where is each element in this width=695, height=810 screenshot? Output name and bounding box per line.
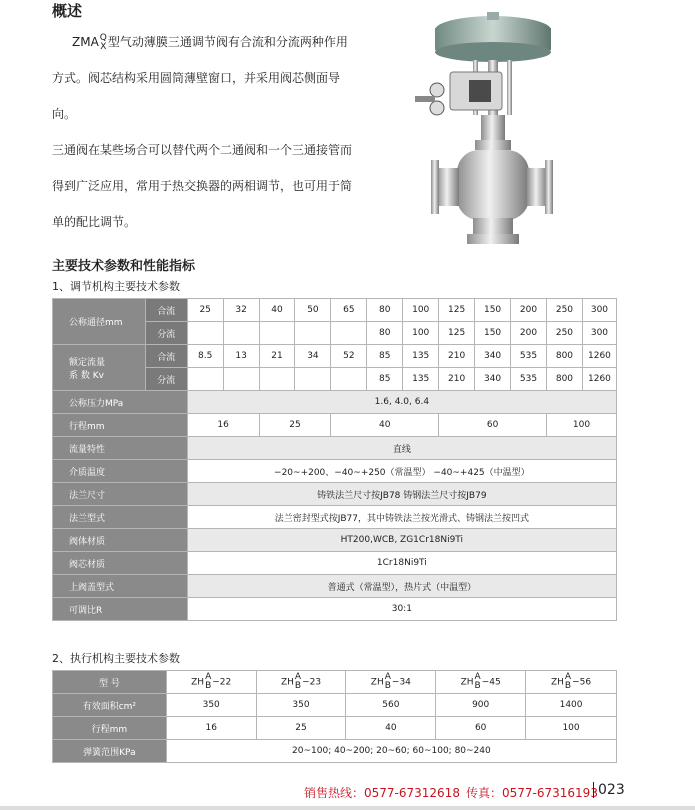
cell: 350: [256, 694, 346, 717]
cell: 铸铁法兰尺寸按JB78 铸钢法兰尺寸按JB79: [187, 483, 616, 506]
table-row: [53, 345, 617, 368]
cell: 560: [346, 694, 436, 717]
row-label: 型 号: [53, 671, 167, 694]
sub-label: 合流: [145, 345, 187, 368]
table1-title: 1、调节机构主要技术参数: [52, 280, 180, 293]
cell: 法兰密封型式按JB77，其中铸铁法兰按光滑式、铸钢法兰按凹式: [187, 506, 616, 529]
cell: 210: [439, 368, 475, 391]
table-row: [53, 414, 617, 437]
cell: [295, 322, 331, 345]
cell: 20~100; 40~200; 20~60; 60~100; 80~240: [166, 740, 616, 763]
cell: 直线: [187, 437, 616, 460]
cell: 16: [166, 717, 256, 740]
cell: 普通式（常温型），热片式（中温型）: [187, 575, 616, 598]
cell: [295, 368, 331, 391]
intro-line-5: 单的配比调节。: [52, 215, 137, 229]
cell: 40: [331, 414, 439, 437]
cell: 300: [582, 299, 616, 322]
intro-line-4: 得到广泛应用，常用于热交换器的两相调节，也可用于简: [52, 179, 353, 193]
row-label: 法兰尺寸: [53, 483, 188, 506]
cell: [223, 368, 259, 391]
table-row: [53, 552, 617, 575]
model-cell: ZHA B−22: [166, 671, 256, 694]
row-label: 额定流量 系 数 Kv: [53, 345, 146, 391]
valve-product-image: [395, 0, 555, 255]
intro-line-3: 三通阀在某些场合可以替代两个二通阀和一个三通接管而: [52, 143, 353, 157]
cell: −20~+200、−40~+250（常温型） −40~+425（中温型）: [187, 460, 616, 483]
cell: [259, 322, 295, 345]
table-row: [53, 460, 617, 483]
cell: 1.6, 4.0, 6.4: [187, 391, 616, 414]
row-label: 上阀盖型式: [53, 575, 188, 598]
cell: 800: [546, 345, 582, 368]
cell: 16: [187, 414, 259, 437]
table-row: [53, 506, 617, 529]
table-row: [53, 391, 617, 414]
page-heading: 概述: [52, 2, 83, 20]
row-label: 流量特性: [53, 437, 188, 460]
cell: 210: [439, 345, 475, 368]
table-row: [53, 529, 617, 552]
row-label: 有效面积cm²: [53, 694, 167, 717]
sub-label: 分流: [145, 322, 187, 345]
cell: 135: [403, 345, 439, 368]
cell: 40: [346, 717, 436, 740]
row-label: 阀芯材质: [53, 552, 188, 575]
sub-label: 合流: [145, 299, 187, 322]
cell: 100: [403, 322, 439, 345]
model-cell: ZHA B−34: [346, 671, 436, 694]
section-title: 主要技术参数和性能指标: [52, 259, 196, 274]
table-row: [53, 299, 617, 322]
row-label: 行程mm: [53, 717, 167, 740]
cell: 150: [475, 322, 511, 345]
row-label: 弹簧范围KPa: [53, 740, 167, 763]
table-row: [53, 598, 617, 621]
cell: 21: [259, 345, 295, 368]
cell: 25: [187, 299, 223, 322]
cell: 100: [546, 414, 616, 437]
cell: [259, 368, 295, 391]
cell: 350: [166, 694, 256, 717]
cell: 800: [546, 368, 582, 391]
cell: 80: [367, 299, 403, 322]
cell: 200: [511, 322, 547, 345]
cell: 900: [436, 694, 526, 717]
row-label: 行程mm: [53, 414, 188, 437]
model-prefix: ZMA: [72, 35, 99, 49]
row-label: 法兰型式: [53, 506, 188, 529]
cell: 1Cr18Ni9Ti: [187, 552, 616, 575]
cell: 52: [331, 345, 367, 368]
row-label: 介质温度: [53, 460, 188, 483]
table-row: [53, 437, 617, 460]
model-cell: ZHA B−45: [436, 671, 526, 694]
cell: 100: [403, 299, 439, 322]
model-variant-stack: Q X: [99, 32, 107, 52]
footer-rule: [0, 806, 695, 810]
row-label: 可调比R: [53, 598, 188, 621]
cell: 100: [526, 717, 617, 740]
row-label: 阀体材质: [53, 529, 188, 552]
cell: 40: [259, 299, 295, 322]
cell: 60: [436, 717, 526, 740]
table-row: [53, 575, 617, 598]
intro-text: [52, 24, 362, 240]
cell: 125: [439, 322, 475, 345]
cell: 1260: [582, 345, 616, 368]
cell: 25: [259, 414, 331, 437]
table-row: [53, 717, 617, 740]
row-label: 公称压力MPa: [53, 391, 188, 414]
cell: 85: [367, 368, 403, 391]
cell: 25: [256, 717, 346, 740]
cell: HT200,WCB, ZG1Cr18Ni9Ti: [187, 529, 616, 552]
cell: 34: [295, 345, 331, 368]
cell: 60: [439, 414, 547, 437]
cell: 85: [367, 345, 403, 368]
sales-hotline: 销售热线：0577-67312618: [304, 786, 460, 800]
actuator-params-table: [52, 670, 617, 763]
cell: 300: [582, 322, 616, 345]
cell: 135: [403, 368, 439, 391]
fax-number: 传真：0577-67316193: [466, 786, 598, 800]
cell: 125: [439, 299, 475, 322]
table-row: [53, 483, 617, 506]
sub-label: 分流: [145, 368, 187, 391]
model-cell: ZHA B−56: [526, 671, 617, 694]
table-row: [53, 671, 617, 694]
cell: 340: [475, 345, 511, 368]
table-row: [53, 740, 617, 763]
cell: 535: [511, 368, 547, 391]
cell: 65: [331, 299, 367, 322]
cell: [187, 322, 223, 345]
cell: 340: [475, 368, 511, 391]
cell: 32: [223, 299, 259, 322]
cell: 30:1: [187, 598, 616, 621]
cell: 1260: [582, 368, 616, 391]
cell: 250: [546, 322, 582, 345]
page-number: 023: [593, 782, 625, 798]
intro-line-2: 方式。阀芯结构采用圆筒薄壁窗口，并采用阀芯侧面导向。: [52, 71, 341, 121]
table-row: [53, 694, 617, 717]
table2-title: 2、执行机构主要技术参数: [52, 652, 180, 665]
cell: 535: [511, 345, 547, 368]
cell: 250: [546, 299, 582, 322]
cell: 200: [511, 299, 547, 322]
cell: 150: [475, 299, 511, 322]
cell: 80: [367, 322, 403, 345]
cell: [331, 322, 367, 345]
regulating-params-table: [52, 298, 617, 621]
model-cell: ZHA B−23: [256, 671, 346, 694]
cell: 13: [223, 345, 259, 368]
cell: 1400: [526, 694, 617, 717]
cell: 50: [295, 299, 331, 322]
cell: [331, 368, 367, 391]
cell: 8.5: [187, 345, 223, 368]
row-label: 公称通径mm: [53, 299, 146, 345]
cell: [187, 368, 223, 391]
intro-line-1: 型气动薄膜三通调节阀有合流和分流两种作用: [107, 35, 348, 49]
cell: [223, 322, 259, 345]
